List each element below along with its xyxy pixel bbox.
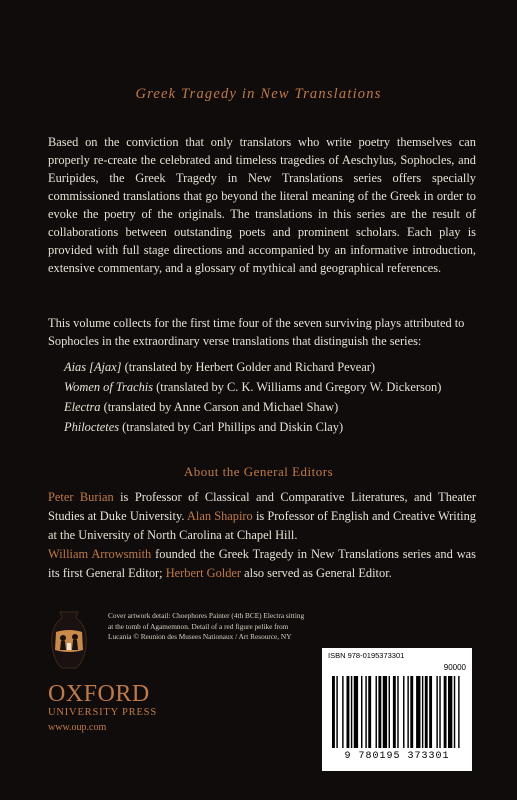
price-code: 90000 (443, 663, 466, 672)
barcode-bar (425, 676, 428, 748)
barcode-bar (403, 676, 404, 748)
editor-name: Peter Burian (48, 490, 114, 504)
volume-description: This volume collects for the first time four of the seven surviving plays attributed to Sophocles in the extraordinary verse translations that distinguish the series: (48, 316, 465, 348)
plays-list (64, 357, 484, 437)
bio-text: is Professor of English and Creative Writing at the University of North Carolina at Chapel Hill. (48, 509, 476, 542)
play-credit: (translated by C. K. Williams and Gregory W. Dickerson) (153, 380, 442, 394)
isbn-label: ISBN 978-0195373301 (328, 651, 405, 660)
bio-text: is Professor of Classical and Comparative Literatures, and Theater Studies at Duke University. (48, 490, 476, 523)
barcode-bar (397, 676, 398, 748)
barcode-bar (365, 676, 366, 748)
vase-image (48, 610, 90, 672)
editor-name: Herbert Golder (165, 566, 242, 580)
play-item (64, 417, 484, 437)
play-title: Philoctetes (64, 420, 120, 434)
barcode-bar (393, 676, 396, 748)
play-credit: (translated by Carl Phillips and Diskin Clay) (119, 420, 344, 434)
barcode-bar (407, 676, 408, 748)
editors-heading: About the General Editors (183, 464, 334, 479)
ean-number: 9 780195 373301 (344, 751, 450, 762)
barcode-bar (376, 676, 377, 748)
bio-text: founded the Greek Tragedy in New Translations series and was its first General Editor; (48, 547, 477, 580)
play-credit: (translated by Herbert Golder and Richard Pevear) (121, 360, 376, 374)
play-credit: (translated by Anne Carson and Michael Shaw) (100, 400, 339, 414)
barcode-bar (361, 676, 362, 748)
barcode-bar (383, 676, 387, 748)
barcode-bar (454, 676, 455, 748)
barcode-bar (416, 676, 420, 748)
play-item (64, 357, 484, 377)
series-description: Based on the conviction that only translators who write poetry themselves can properly re-create the celebrated and timeless tragedies of Aeschylus, Sophocles, and Euripides, the Greek Tragedy in New Translations series offers specially commissioned translations that go beyond the literal meaning of the Greek in order to evoke the poetry of the originals. The translations in this series are the result of collaborations between outstanding poets and prominent scholars. Each play is provided with full stage directions and accompanied by an informative introduction, extensive commentary, and a glossary of mythical and geographical references. (48, 135, 476, 275)
barcode-bar (336, 676, 337, 748)
barcode-bar (351, 676, 352, 748)
bio-text: also served as General Editor. (241, 566, 392, 580)
editor-name: William Arrowsmith (48, 547, 152, 561)
barcode-bars (326, 676, 468, 748)
barcode-bar (368, 676, 371, 748)
barcode-bar (410, 676, 413, 748)
barcode-bar (458, 676, 459, 748)
play-title: Aias [Ajax] (64, 360, 122, 374)
barcode-bar (429, 676, 432, 748)
editor-bio (48, 488, 476, 545)
play-title: Women of Trachis (64, 380, 154, 394)
editor-bio (48, 545, 476, 583)
cover-credit: Cover artwork detail: Choephores Painter (4th BCE) Electra sitting at the tomb of Agamemnon. Detail of a red figure pelike from Lucania © Reunion des Musees Nationaux / Art Resource, NY (108, 611, 305, 641)
publisher-url: www.oup.com (48, 722, 107, 733)
barcode-bar (347, 676, 350, 748)
barcode-bar (332, 676, 335, 748)
play-item (64, 377, 484, 397)
barcode-bar (439, 676, 440, 748)
barcode-bar (389, 676, 390, 748)
series-title: Greek Tragedy in New Translations (135, 86, 382, 102)
barcode-bar (448, 676, 452, 748)
play-item (64, 397, 484, 417)
barcode-panel (322, 648, 472, 771)
publisher-logo: OXFORD (48, 681, 150, 707)
editor-name: Alan Shapiro (186, 509, 253, 523)
barcode-bar (422, 676, 423, 748)
barcode-bar (342, 676, 343, 748)
play-title: Electra (64, 400, 101, 414)
publisher-press: UNIVERSITY PRESS (48, 707, 157, 718)
barcode-bar (354, 676, 358, 748)
barcode-bar (436, 676, 437, 748)
barcode-bar (444, 676, 447, 748)
barcode-bar (378, 676, 381, 748)
